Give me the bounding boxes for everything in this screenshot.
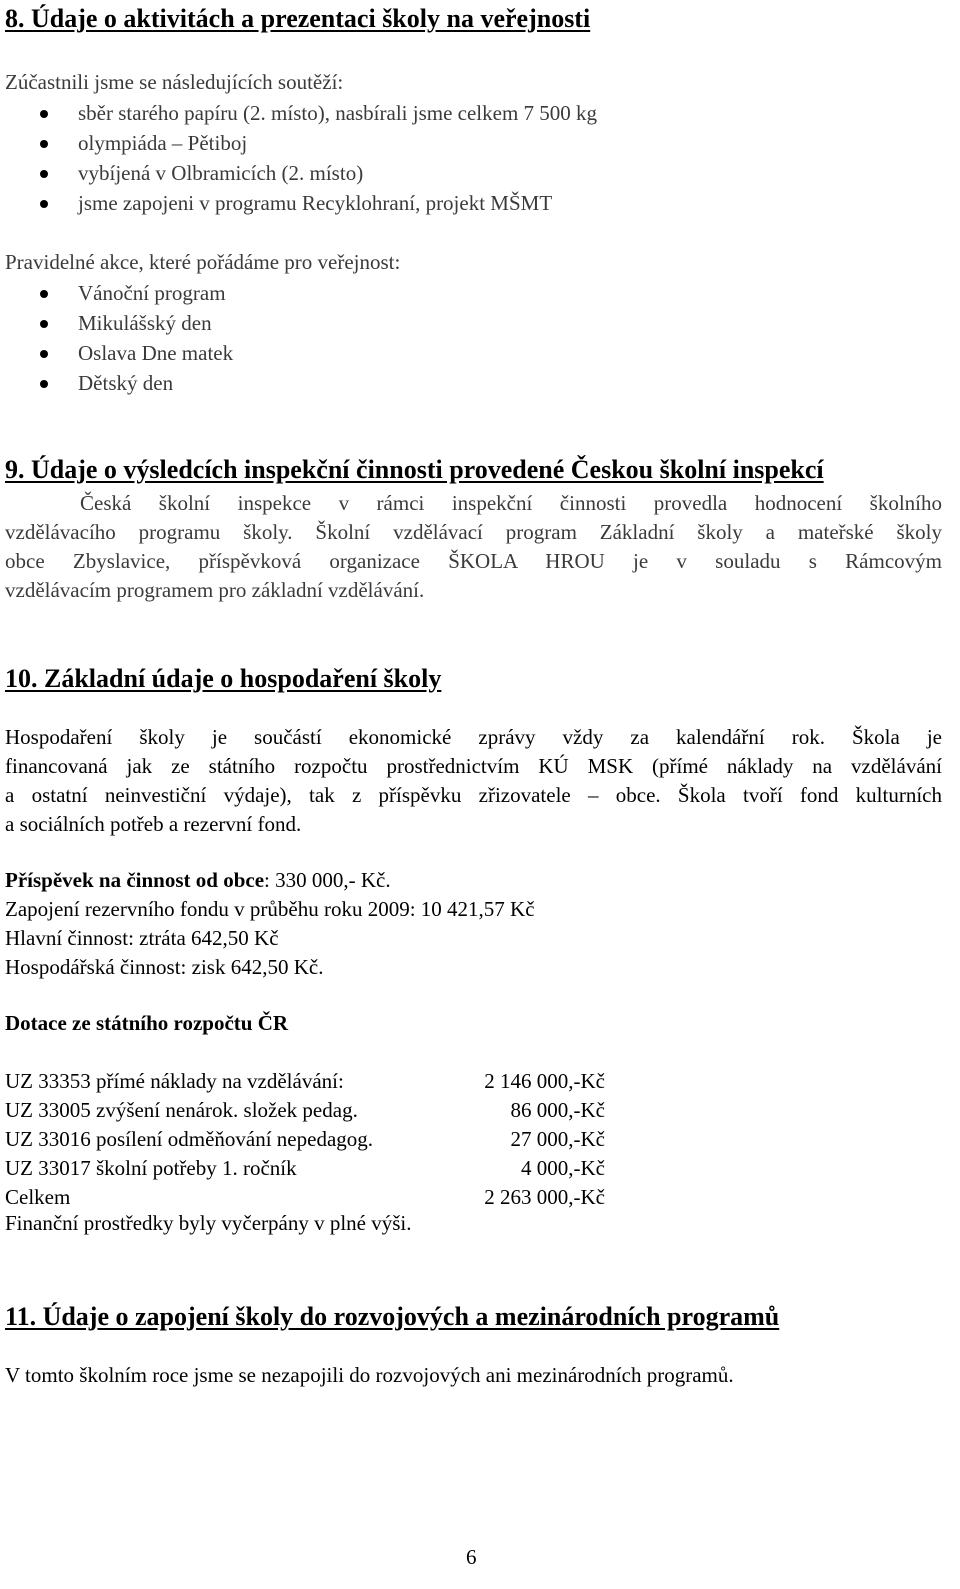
table-row: UZ 33017 školní potřeby 1. ročník 4 000,-Kč <box>5 1156 605 1180</box>
section-11-heading: 11. Údaje o zapojení školy do rozvojových a mezinárodních programů <box>5 1302 780 1331</box>
bullet-icon <box>40 170 48 178</box>
page-number: 6 <box>466 1545 477 1569</box>
section-9-heading: 9. Údaje o výsledcích inspekční činnosti provedené Českou školní inspekcí <box>5 455 824 484</box>
finance-text-line-2: financovaná jak ze státního rozpočtu prostřednictvím KÚ MSK (přímé náklady na vzdělávání <box>5 754 942 778</box>
table-row: Celkem 2 263 000,-Kč <box>5 1185 605 1209</box>
table-row: UZ 33353 přímé náklady na vzdělávání: 2 146 000,-Kč <box>5 1069 605 1093</box>
subsidy-heading: Dotace ze státního rozpočtu ČR <box>5 1011 289 1035</box>
inspection-text-line-2: vzdělávacího programu školy. Školní vzdělávací program Základní školy a mateřské školy <box>5 520 942 544</box>
reserve-fund-line: Zapojení rezervního fondu v průběhu roku 2009: 10 421,57 Kč <box>5 897 535 921</box>
bullet-icon <box>40 350 48 358</box>
contribution-value: : 330 000,- Kč. <box>264 868 391 892</box>
competitions-intro: Zúčastnili jsme se následujících soutěží: <box>5 70 344 94</box>
finance-text-line-4: a sociálních potřeb a rezervní fond. <box>5 812 302 836</box>
section-10-heading: 10. Základní údaje o hospodaření školy <box>5 664 442 693</box>
section-8-heading: 8. Údaje o aktivitách a prezentaci školy na veřejnosti <box>5 4 591 33</box>
contribution-label: Příspěvek na činnost od obce <box>5 868 265 892</box>
inspection-text-line-1: Česká školní inspekce v rámci inspekční činnosti provedla hodnocení školního <box>80 491 942 515</box>
economic-activity-line: Hospodářská činnost: zisk 642,50 Kč. <box>5 955 324 979</box>
bullet-icon <box>40 200 48 208</box>
events-intro: Pravidelné akce, které pořádáme pro veřejnost: <box>5 250 401 274</box>
inspection-text-line-4: vzdělávacím programem pro základní vzdělávání. <box>5 578 425 602</box>
inspection-text-line-3: obce Zbyslavice, příspěvková organizace ŠKOLA HROU je v souladu s Rámcovým <box>5 549 942 573</box>
table-row: UZ 33005 zvýšení nenárok. složek pedag. 86 000,-Kč <box>5 1098 605 1122</box>
programs-text: V tomto školním roce jsme se nezapojili do rozvojových ani mezinárodních programů. <box>5 1363 734 1387</box>
bullet-icon <box>40 320 48 328</box>
main-activity-line: Hlavní činnost: ztráta 642,50 Kč <box>5 926 279 950</box>
bullet-icon <box>40 380 48 388</box>
spent-note: Finanční prostředky byly vyčerpány v plné výši. <box>5 1211 412 1235</box>
document-page: 8. Údaje o aktivitách a prezentaci školy na veřejnosti Zúčastnili jsme se následujících soutěží: sběr starého papíru (2. místo), nasbírali jsme celkem 7 500 kg olympiáda – Pětiboj vybíjená v Olbramicích (2. místo) jsme zapojeni v programu Recyklohraní, projekt MŠMT Pravidelné akce, které pořádáme pro veřejnost: Vánoční program Mikulášský den Oslava Dne matek Dětský den 9. Údaje o výsledcích inspekční činnosti provedené Českou školní inspekcí Česká školní inspekce v rámci inspekční činnosti provedla hodnocení školního vzdělávacího programu školy. Školní vzdělávací program Základní školy a mateřské školy obce Zbyslavice, příspěvková organizace ŠKOLA HROU je v souladu s Rámcovým vzdělávacím programem pro základní vzdělávání. 10. Základní údaje o hospodaření školy Hospodaření školy je součástí ekonomické zprávy vždy za kalendářní rok. Škola je financovaná jak ze státního rozpočtu prostřednictvím KÚ MSK (přímé náklady na vzdělávání a ostatní neinvestiční výdaje), tak z příspěvku zřizovatele – obce. Škola tvoří fond kulturních a sociálních potřeb a rezervní fond. Příspěvek na činnost od obce: 330 000,- Kč. Zapojení rezervního fondu v průběhu roku 2009: 10 421,57 Kč Hlavní činnost: ztráta 642,50 Kč Hospodářská činnost: zisk 642,50 Kč. Dotace ze státního rozpočtu ČR UZ 33353 přímé náklady na vzdělávání: 2 146 000,-Kč UZ 33005 zvýšení nenárok. složek pedag. 86 000,-Kč UZ 33016 posílení odměňování nepedagog. 27 000,-Kč UZ 33017 školní potřeby 1. ročník 4 000,-Kč Celkem 2 263 000,-Kč Finanční prostředky byly vyčerpány v plné výši. 11. Údaje o zapojení školy do rozvojových a mezinárodních programů V tomto školním roce jsme se nezapojili do rozvojových ani mezinárodních programů. 6 <box>5 4 942 1569</box>
contribution-line <box>5 868 391 893</box>
finance-text-line-3: a ostatní neinvestiční výdaje), tak z příspěvku zřizovatele – obce. Škola tvoří fond kulturních <box>5 783 942 807</box>
bullet-icon <box>40 290 48 298</box>
table-row: UZ 33016 posílení odměňování nepedagog. 27 000,-Kč <box>5 1127 605 1151</box>
finance-text-line-1: Hospodaření školy je součástí ekonomické zprávy vždy za kalendářní rok. Škola je <box>5 725 942 749</box>
bullet-icon <box>40 110 48 118</box>
bullet-icon <box>40 140 48 148</box>
